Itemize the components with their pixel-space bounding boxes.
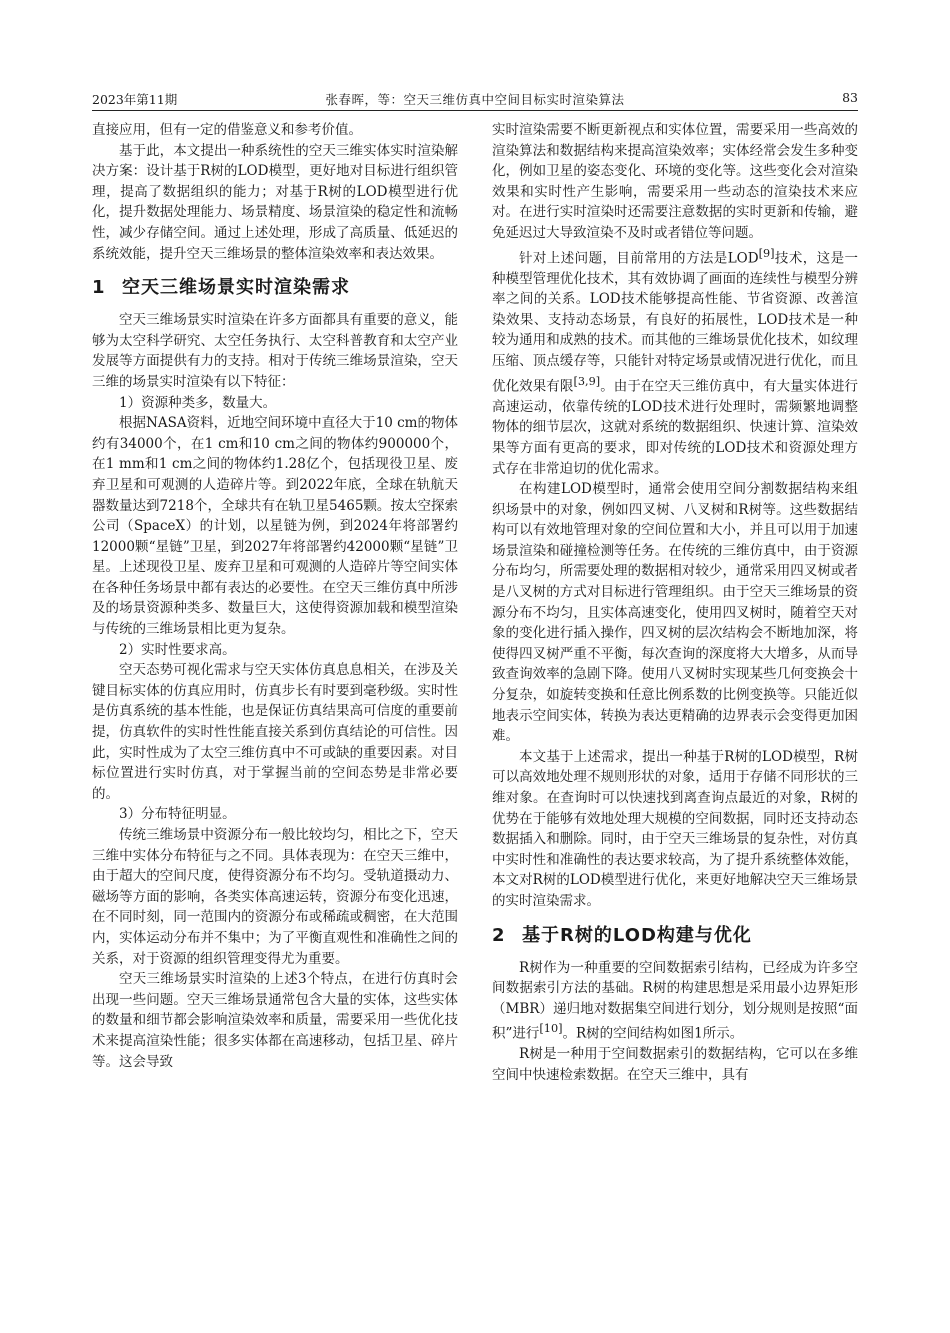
citation: [9] [758, 246, 775, 260]
paragraph: 根据NASA资料，近地空间环境中直径大于10 cm的物体约有34000个，在1 cm和10 cm之间的物体约900000个，在1 mm和1 cm之间的物体约1.28亿个，包括现役卫星、废弃卫星和可观测的人造碎片等。到2022年底，全球在轨航天器数量达到7218个，全球共有在轨卫星5465颗。按太空探索公司（SpaceX）的计划，以星链为例，到2024年将部署约12000颗“星链”卫星，到2027年将部署约42000颗“星链”卫星。上述现役卫星、废弃卫星和可观测的人造碎片等空间实体在各种任务场景中都有表达的必要性。在空天三维仿真中所涉及的场景资源种类多、数量巨大，这使得资源加载和模型渲染与传统的三维场景相比更为复杂。 [92, 415, 458, 638]
text-run: 针对上述问题，目前常用的方法是LOD [519, 250, 759, 267]
text-run: 技术，这是一种模型管理优化技术，其有效协调了画面的连续性与模型分辨率之间的关系。LOD技术能够提高性能、节省资源、改善渲染效果、支持动态场景，有良好的拓展性，LOD技术是一种较为通用和成熟的技术。而其他的三维场景优化技术，如纹理压缩、顶点缓存等，只能针对特定场景或情况进行优化，而且优化效果有限 [492, 250, 859, 395]
citation: [10] [539, 1022, 563, 1036]
list-item: 2）实时性要求高。 [119, 641, 236, 658]
section-title: 基于R树的LOD构建与优化 [522, 924, 752, 946]
section-heading-1 [92, 276, 458, 300]
paragraph: 基于此，本文提出一种系统性的空天三维实体实时渲染解决方案：设计基于R树的LOD模型，更好地对目标进行组织管理，提高了数据组织的能力；对基于R树的LOD模型进行优化，提升数据处理能力、场景精度、场景渲染的稳定性和流畅性，减少存储空间。通过上述处理，形成了高质量、低延迟的系统效能，提升空天三维场景的整体渲染效率和表达效果。 [92, 142, 458, 262]
paragraph: 本文基于上述需求，提出一种基于R树的LOD模型，R树可以高效地处理不规则形状的对象，适用于存储不同形状的三维对象。在查询时可以快速找到离查询点最近的对象，R树的优势在于能够有效地处理大规模的空间数据，同时还支持动态数据插入和删除。同时，由于空天三维场景的复杂性，对仿真中实时性和准确性的表达要求较高，为了提升系统整体效能，本文对R树的LOD模型进行优化，来更好地解决空天三维场景的实时渲染需求。 [492, 748, 858, 909]
text-run: 。由于在空天三维仿真中，有大量实体进行高速运动，依靠传统的LOD技术进行处理时，需频繁地调整物体的细节层次，这就对系统的数据组织、快速计算、渲染效果等方面有更高的要求，即对传统的LOD技术和资源处理方式存在非常迫切的优化需求。 [492, 378, 859, 477]
paragraph: 直接应用，但有一定的借鉴意义和参考价值。 [92, 122, 362, 138]
running-title: 张春晖，等：空天三维仿真中空间目标实时渲染算法 [325, 92, 625, 107]
paragraph: 传统三维场景中资源分布一般比较均匀，相比之下，空天三维中实体分布特征与之不同。具体表现为：在空天三维中，由于超大的空间尺度，使得资源分布不均匀。受轨道摄动力、磁场等方面的影响，各类实体高速运转，资源分布变化迅速，在不同时刻，同一范围内的资源分布或稀疏或稠密，在大范围内，实体运动分布并不集中；为了平衡直观性和准确性之间的关系，对于资源的组织管理变得尤为重要。 [92, 827, 458, 967]
paragraph [492, 244, 858, 480]
paragraph: 在构建LOD模型时，通常会使用空间分割数据结构来组织场景中的对象，例如四叉树、八叉树和R树等。这些数据结构可以有效地管理对象的空间位置和大小，并且可以用于加速场景渲染和碰撞检测等任务。在传统的三维仿真中，由于资源分布均匀，所需要处理的数据相对较少，通常采用四叉树或者是八叉树的方式对目标进行管理组织。由于空天三维场景的资源分布不均匀，且实体高速变化，使用四叉树时，随着空天对象的变化进行插入操作，四叉树的层次结构会不断地加深，将使得四叉树严重不平衡，每次查询的深度将大大增多，从而导致查询效率的急剧下降。使用八叉树时实现某些几何变换会十分复杂，如旋转变换和任意比例系数的比例变换等。只能近似地表示空间实体，转换为表达更精确的边界表示会变得更加困难。 [492, 481, 858, 745]
text-run: 。R树的空间结构如图1所示。 [562, 1025, 744, 1042]
journal-issue: 2023年第11期 [92, 92, 178, 107]
right-column [492, 120, 858, 1086]
paragraph: 实时渲染需要不断更新视点和实体位置，需要采用一些高效的渲染算法和数据结构来提高渲染效率；实体经常会发生多种变化，例如卫星的姿态变化、环境的变化等。这些变化会对渲染效果和实时性产生影响，需要采用一些动态的渲染技术来应对。在进行实时渲染时还需要注意数据的实时更新和传输，避免延迟过大导致渲染不及时或者错位等问题。 [492, 122, 858, 241]
paragraph: R树是一种用于空间数据索引的数据结构，它可以在多维空间中快速检索数据。在空天三维中，具有 [492, 1046, 858, 1084]
page-number: 83 [842, 90, 858, 105]
citation: [3,9] [573, 374, 601, 388]
paragraph [492, 958, 858, 1045]
list-item: 1）资源种类多，数量大。 [119, 394, 277, 411]
left-column [92, 120, 458, 1072]
section-number: 2 [492, 924, 506, 946]
paragraph: 空天三维场景实时渲染在许多方面都具有重要的意义，能够为太空科学研究、太空任务执行、太空科普教育和太空产业发展等方面提供有力的支持。相对于传统三维场景渲染，空天三维的场景实时渲染有以下特征： [92, 312, 458, 390]
paragraph: 空天三维场景实时渲染的上述3个特点，在进行仿真时会出现一些问题。空天三维场景通常包含大量的实体，这些实体的数量和细节都会影响渲染效率和质量，需要采用一些优化技术来提高渲染性能；很多实体都在高速移动，包括卫星、碎片等。这会导致 [92, 971, 458, 1070]
running-header [92, 90, 858, 111]
section-number: 1 [92, 277, 106, 299]
list-item: 3）分布特征明显。 [119, 806, 236, 823]
section-heading-2 [492, 924, 858, 948]
section-title: 空天三维场景实时渲染需求 [122, 277, 350, 299]
paragraph: 空天态势可视化需求与空天实体仿真息息相关，在涉及关键目标实体的仿真应用时，仿真步长有时要到毫秒级。实时性是仿真系统的基本性能，也是保证仿真结果高可信度的重要前提，仿真软件的实时性性能直接关系到仿真结论的可信性。因此，实时性成为了太空三维仿真中不可或缺的重要因素。对目标位置进行实时仿真，对于掌握当前的空间态势是非常必要的。 [92, 662, 458, 802]
text-run: R树作为一种重要的空间数据索引结构，已经成为许多空间数据索引方法的基础。R树的构建思想是采用最小边界矩形（MBR）递归地对数据集空间进行划分，划分规则是按照“面积”进行 [492, 959, 858, 1042]
